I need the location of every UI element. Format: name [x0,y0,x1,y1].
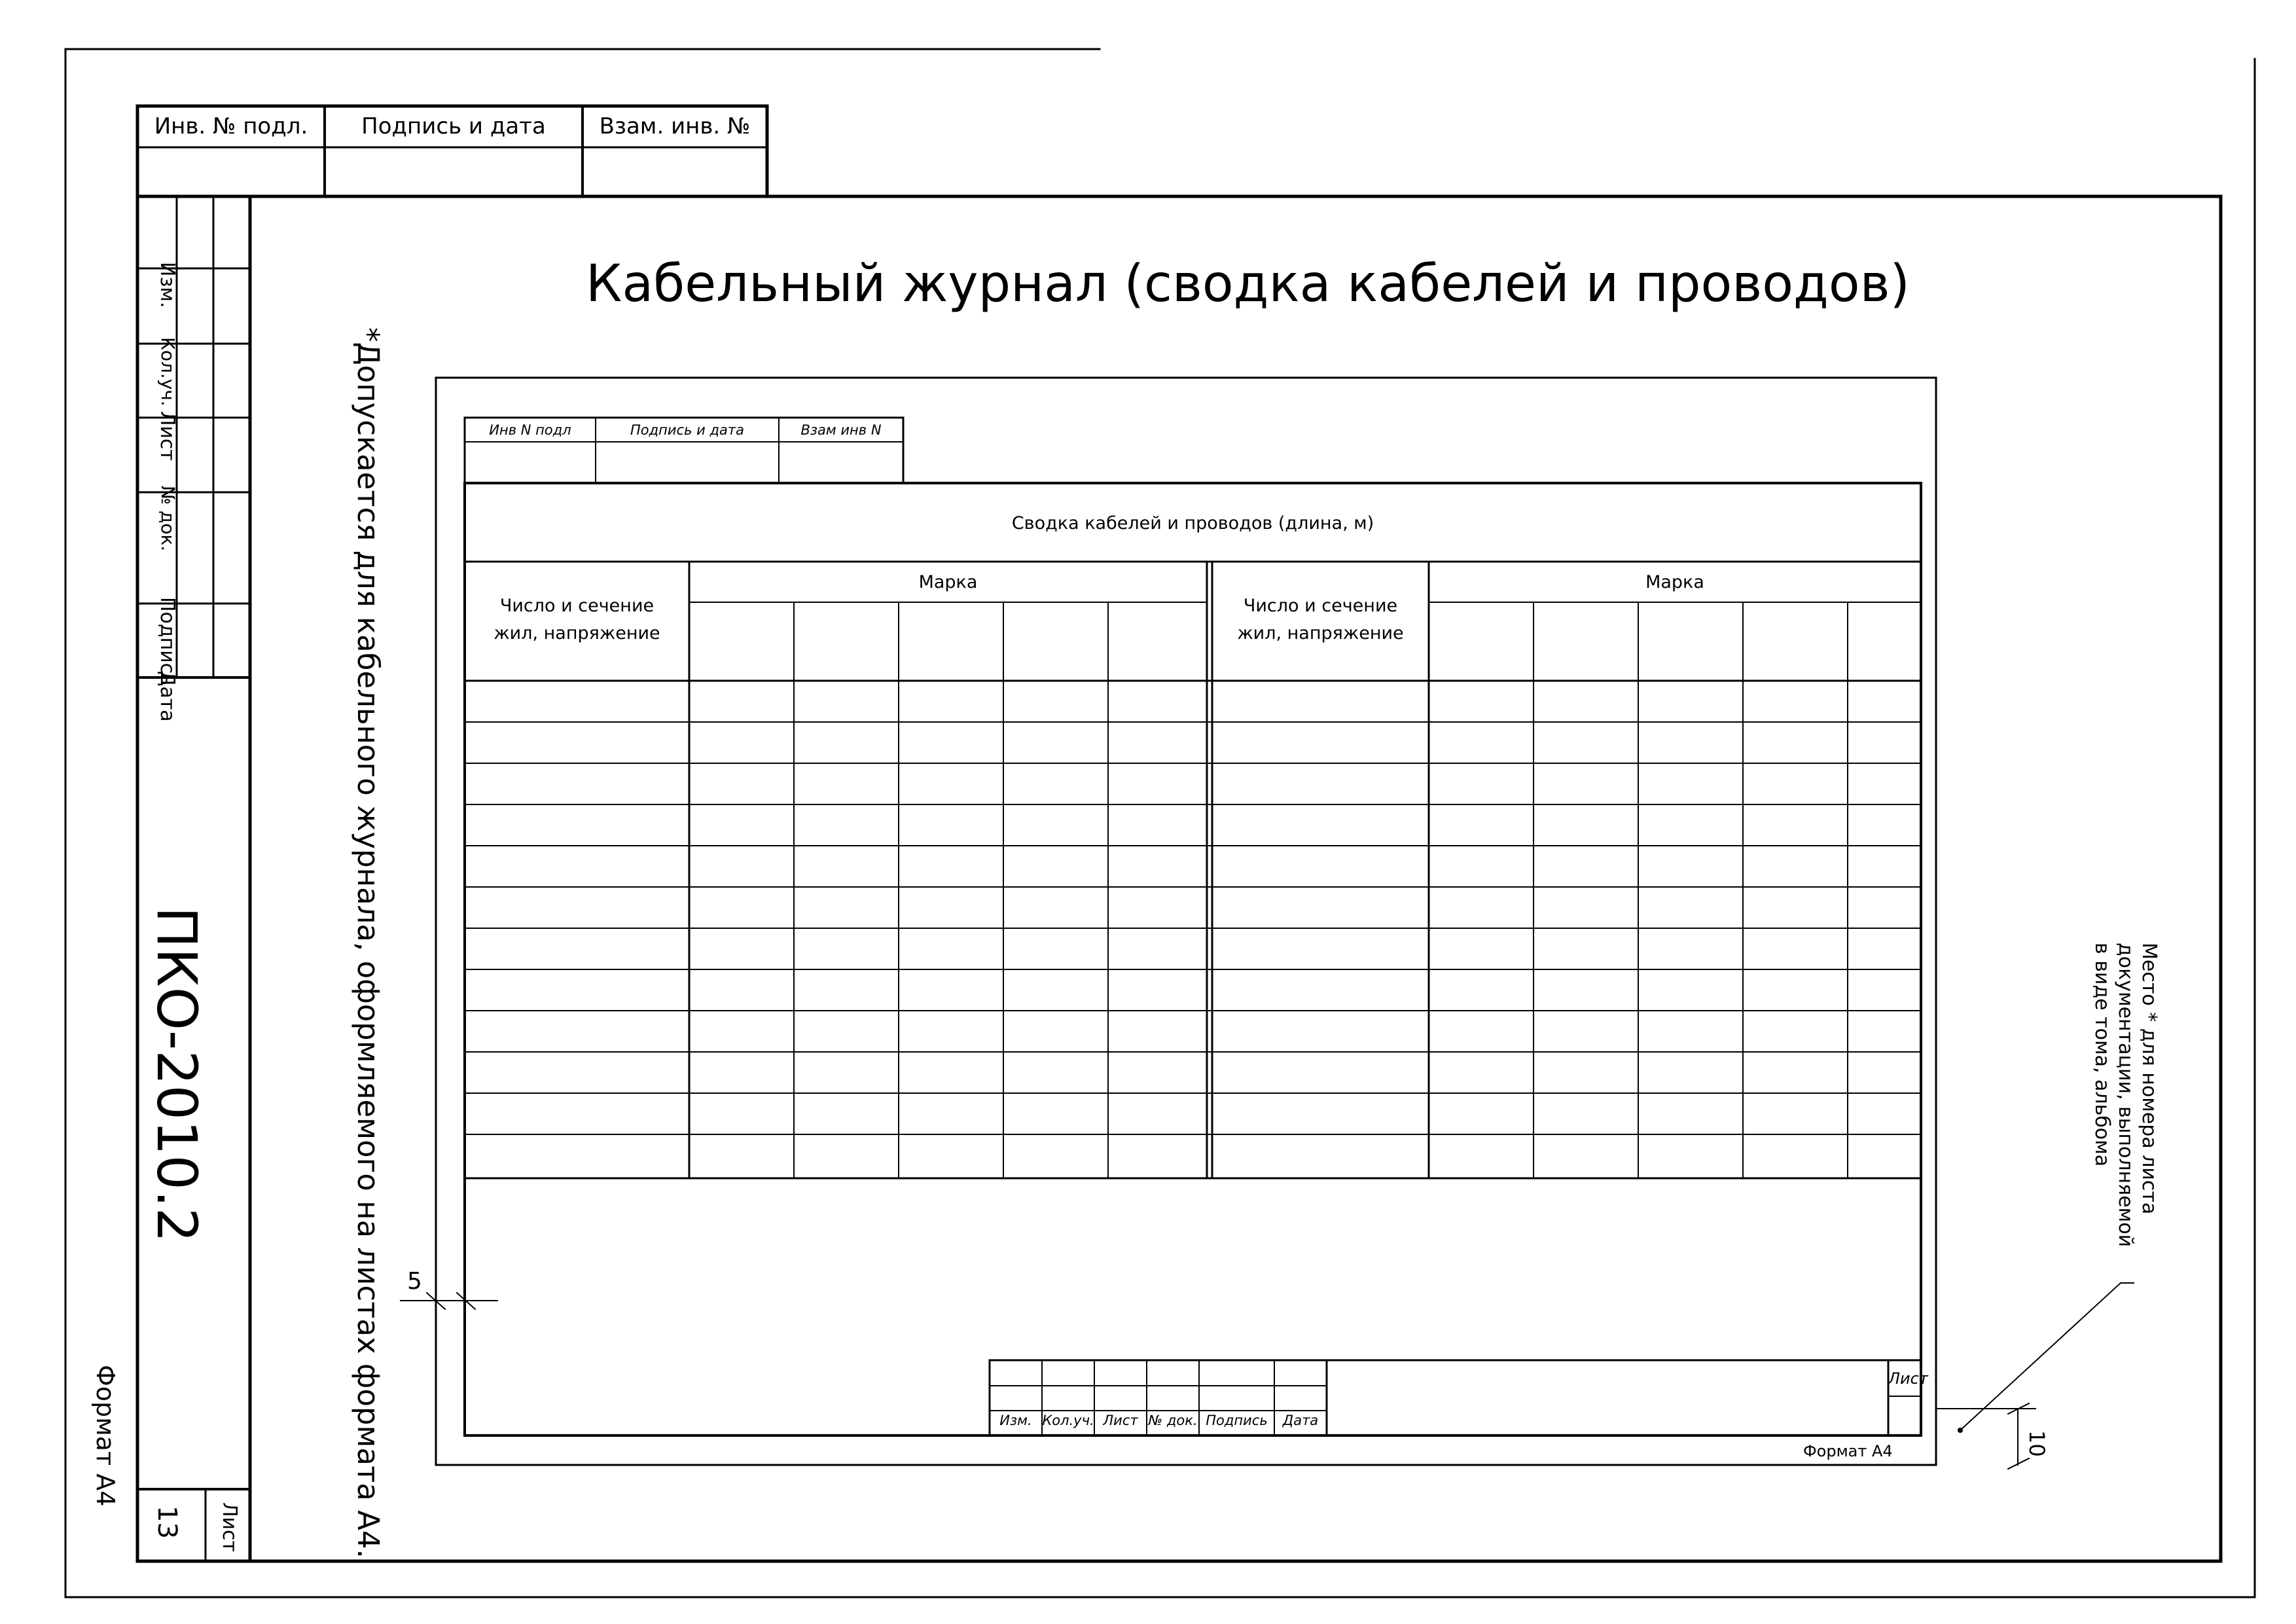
strip-data: Дата [156,671,179,722]
strip-izm: Изм. [156,262,179,308]
document-code: ПКО-2010.2 [145,907,209,1243]
sheet-number: 13 [152,1506,182,1539]
vertical-note: *Допускается для кабельного журнала, оформляемого на листах формата А4. [351,327,386,1559]
page-title: Кабельный журнал (сводка кабелей и проводов) [586,255,1910,314]
tb-podpis: Подпись [1206,1413,1268,1428]
stamp-vzam-inv: Взам. инв. № [599,113,751,139]
sheet-label: Лист [218,1502,241,1553]
stamp-inv-podl: Инв. № подл. [154,113,308,139]
dimension-10: 10 [2024,1430,2049,1457]
strip-podpis: Подпись [156,597,179,685]
format-label-outer: Формат А4 [91,1365,120,1507]
inner-stamp-vzam-inv: Взам инв N [800,422,882,438]
tb-kol-uch: Кол.уч. [1042,1413,1094,1428]
strip-n-dok: № док. [157,486,179,552]
tb-data: Дата [1282,1413,1319,1428]
stamp-podpis-data: Подпись и дата [361,113,546,139]
side-note-line-1: Место * для номера листа [2138,943,2161,1215]
col-header-left: Число и сечение жил, напряжение [493,596,660,643]
tb-izm: Изм. [999,1413,1032,1428]
side-note-line-3: в виде тома, альбома [2090,943,2113,1167]
tb-list: Лист [1103,1413,1138,1428]
marka-right: Марка [1645,572,1704,592]
col-header-right: Число и сечение жил, напряжение [1237,596,1404,643]
table-title: Сводка кабелей и проводов (длина, м) [1011,513,1374,533]
inner-stamp-inv-podl: Инв N подл [489,422,571,438]
inner-stamp-podpis-data: Подпись и дата [630,422,744,438]
inner-format-label: Формат А4 [1803,1442,1893,1460]
marka-left: Марка [918,572,978,592]
dimension-5: 5 [407,1268,422,1295]
tb-n-dok: № док. [1148,1413,1198,1428]
strip-list: Лист [156,411,179,461]
strip-kol-uch: Кол.уч. [157,337,179,406]
side-note-line-2: документации, выполняемой [2114,943,2137,1248]
tb-list-label: Лист [1888,1369,1928,1388]
